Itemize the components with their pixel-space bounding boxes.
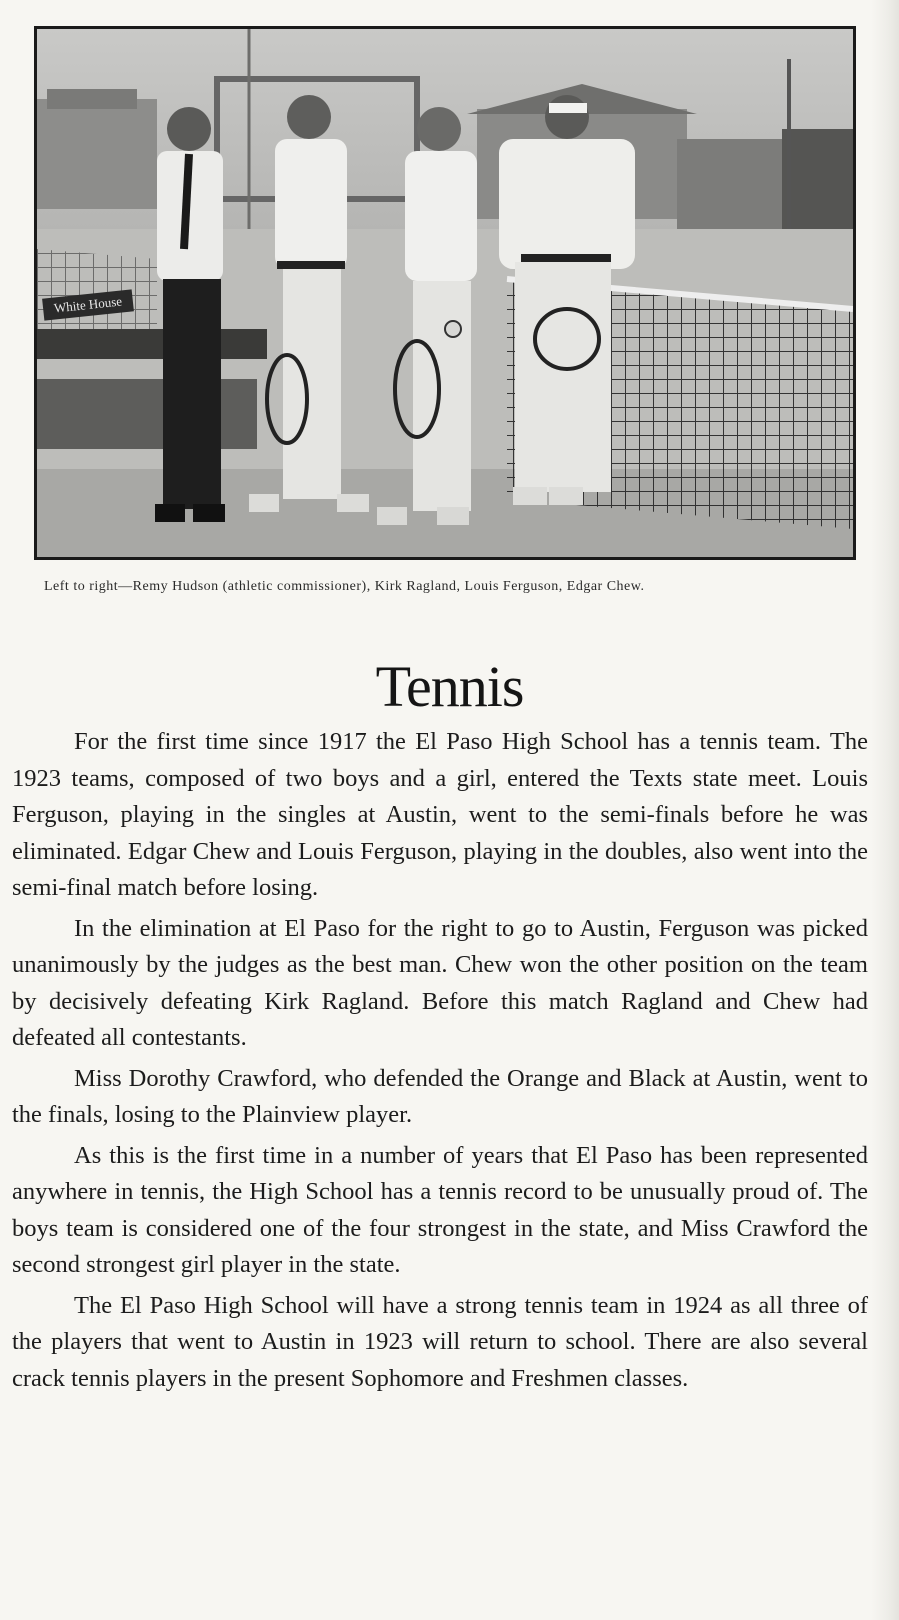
photo-caption: Left to right—Remy Hudson (athletic commissioner), Kirk Ragland, Louis Ferguson, Edgar Chew.	[44, 579, 645, 594]
paragraph: Miss Dorothy Crawford, who defended the Orange and Black at Austin, went to the finals, losing to the Plainview player.	[12, 1064, 868, 1128]
paragraph: As this is the first time in a number of years that El Paso has been represented anywhere in tennis, the High School has a tennis record to be unusually proud of. The boys team is considered one of the four strongest in the state, and Miss Crawford the second strongest girl player in the state.	[12, 1141, 868, 1278]
person-remy-hudson	[155, 107, 225, 522]
paragraph: For the first time since 1917 the El Paso High School has a tennis team. The 1923 teams, composed of two boys and a girl, entered the Texts state meet. Louis Ferguson, playing in the singles at Austin, went to the semi-finals before he was eliminated. Edgar Chew and Louis Ferguson, playing in the doubles, also went into the semi-final match before losing.	[12, 728, 868, 901]
page-title: Tennis	[375, 654, 524, 719]
photo-illustration	[37, 29, 853, 557]
team-photograph	[34, 26, 856, 560]
white-house-sign: White House	[42, 289, 134, 320]
paragraph: In the elimination at El Paso for the right to go to Austin, Ferguson was picked unanimously by the judges as the best man. Chew won the other position on the team by decisively defeating Kirk Ragland. Before this match Ragland and Chew had defeated all contestants.	[12, 914, 868, 1051]
page-edge	[871, 0, 899, 1620]
paragraph: The El Paso High School will have a strong tennis team in 1924 as all three of the players that went to Austin in 1923 will return to school. There are also several crack tennis players in the present Sophomore and Freshmen classes.	[12, 1291, 868, 1392]
article-body	[12, 724, 868, 1401]
